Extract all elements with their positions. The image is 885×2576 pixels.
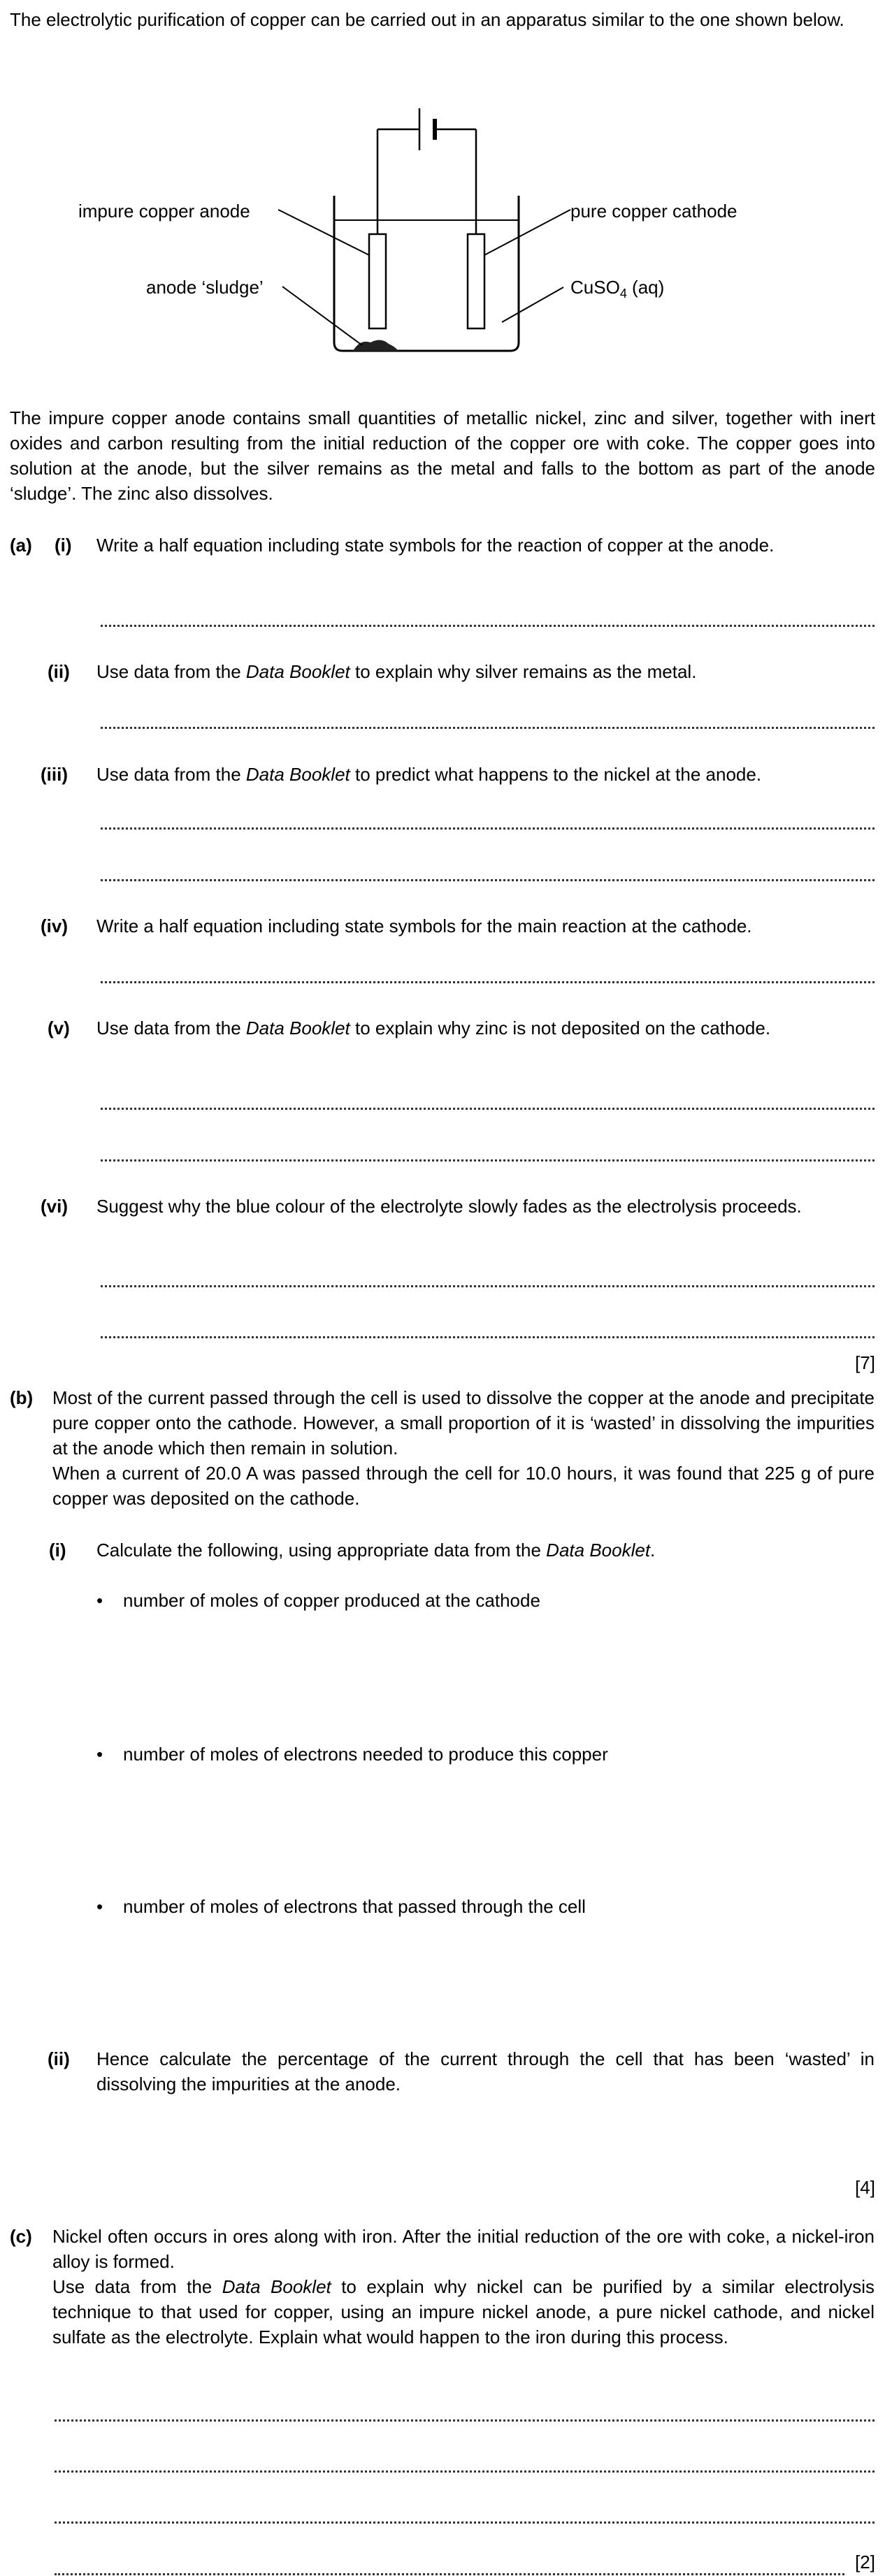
cathode-electrode [468,234,484,328]
a-vi-label: (vi) [41,1196,68,1217]
a-ii-label: (ii) [48,661,70,682]
a-v-label: (v) [48,1018,70,1039]
b-i-label: (i) [49,1540,66,1561]
electrolysis-diagram [0,98,885,363]
b-text-2: When a current of 20.0 A was passed through the cell for 10.0 hours, it was found that 225 g of pure copper was deposited on the cathode. [52,1463,875,1509]
answer-line[interactable] [101,727,875,729]
bullet-moles-copper: number of moles of copper produced at the cathode [123,1590,540,1611]
label-anode-sludge: anode ‘sludge’ [146,277,264,298]
bullet-moles-electrons-passed: number of moles of electrons that passed through the cell [123,1896,586,1917]
part-c-label: (c) [10,2226,32,2247]
a-i-text: Write a half equation including state symbols for the reaction of copper at the anode. [96,535,775,556]
bullet-marker: • [96,1896,103,1917]
c-text-1: Nickel often occurs in ores along with iron. After the initial reduction of the ore with coke, a nickel-iron alloy is formed. [52,2226,875,2272]
bullet-marker: • [96,1590,103,1611]
beaker [334,196,519,351]
a-iii-label: (iii) [41,764,68,785]
answer-line[interactable] [55,2521,875,2524]
a-ii-text: Use data from the Data Booklet to explain why silver remains as the metal. [96,661,697,682]
b-text-1: Most of the current passed through the cell is used to dissolve the copper at the anode and precipitate pure copper onto the cathode. However, a small proportion of it is ‘wasted’ in dissolving the impurities at the anode which then remain in solution. [52,1387,875,1459]
answer-line[interactable] [101,625,875,627]
anode-sludge [353,340,398,351]
b-ii-text: Hence calculate the percentage of the current through the cell that has been ‘wasted’ in dissolving the impurities at the anode. [96,2048,875,2094]
part-b-label: (b) [10,1387,34,1408]
answer-line[interactable] [101,981,875,983]
answer-line[interactable] [55,2419,875,2422]
part-a-marks: [7] [855,1352,875,1373]
label-pure-cathode: pure copper cathode [570,201,737,222]
bullet-marker: • [96,1744,103,1765]
part-c-marks: [2] [855,2552,875,2573]
answer-line[interactable] [101,827,875,830]
label-impure-anode: impure copper anode [78,201,250,222]
label-electrolyte: CuSO$_4$ (aq) [570,277,665,301]
a-iv-text: Write a half equation including state symbols for the main reaction at the cathode. [96,916,752,936]
bullet-moles-electrons-needed: number of moles of electrons needed to produce this copper [123,1744,608,1765]
answer-line[interactable] [101,1285,875,1287]
b-i-text: Calculate the following, using appropriate data from the Data Booklet. [96,1540,656,1561]
answer-line[interactable] [101,879,875,881]
a-iv-label: (iv) [41,916,68,936]
part-b-marks: [4] [855,2177,875,2198]
a-i-label: (i) [55,535,72,556]
a-v-text: Use data from the Data Booklet to explain why zinc is not deposited on the cathode. [96,1018,771,1039]
answer-line[interactable] [101,1336,875,1338]
anode-electrode [369,234,386,328]
a-iii-text: Use data from the Data Booklet to predict what happens to the nickel at the anode. [96,764,762,785]
answer-line[interactable] [101,1159,875,1162]
part-a-label: (a) [10,535,32,556]
description-text: The impure copper anode contains small quantities of metallic nickel, zinc and silver, together with inert oxides and carbon resulting from the initial reduction of the copper ore with coke. The copper goes into solution at the anode, but the silver remains as the metal and falls to the bottom as part of the anode ‘sludge’. The zinc also dissolves. [10,407,875,504]
a-vi-text: Suggest why the blue colour of the electrolyte slowly fades as the electrolysis proceeds. [96,1196,802,1217]
c-text-2: Use data from the Data Booklet to explain why nickel can be purified by a similar electrolysis technique to that used for copper, using an impure nickel anode, a pure nickel cathode, and nickel sulfate as the electrolyte. Explain what would happen to the iron during this process. [52,2276,875,2347]
answer-line[interactable] [55,2573,844,2575]
intro-text: The electrolytic purification of copper can be carried out in an apparatus similar to the one shown below. [10,9,844,30]
answer-line[interactable] [55,2470,875,2473]
answer-line[interactable] [101,1108,875,1110]
b-ii-label: (ii) [48,2048,70,2069]
